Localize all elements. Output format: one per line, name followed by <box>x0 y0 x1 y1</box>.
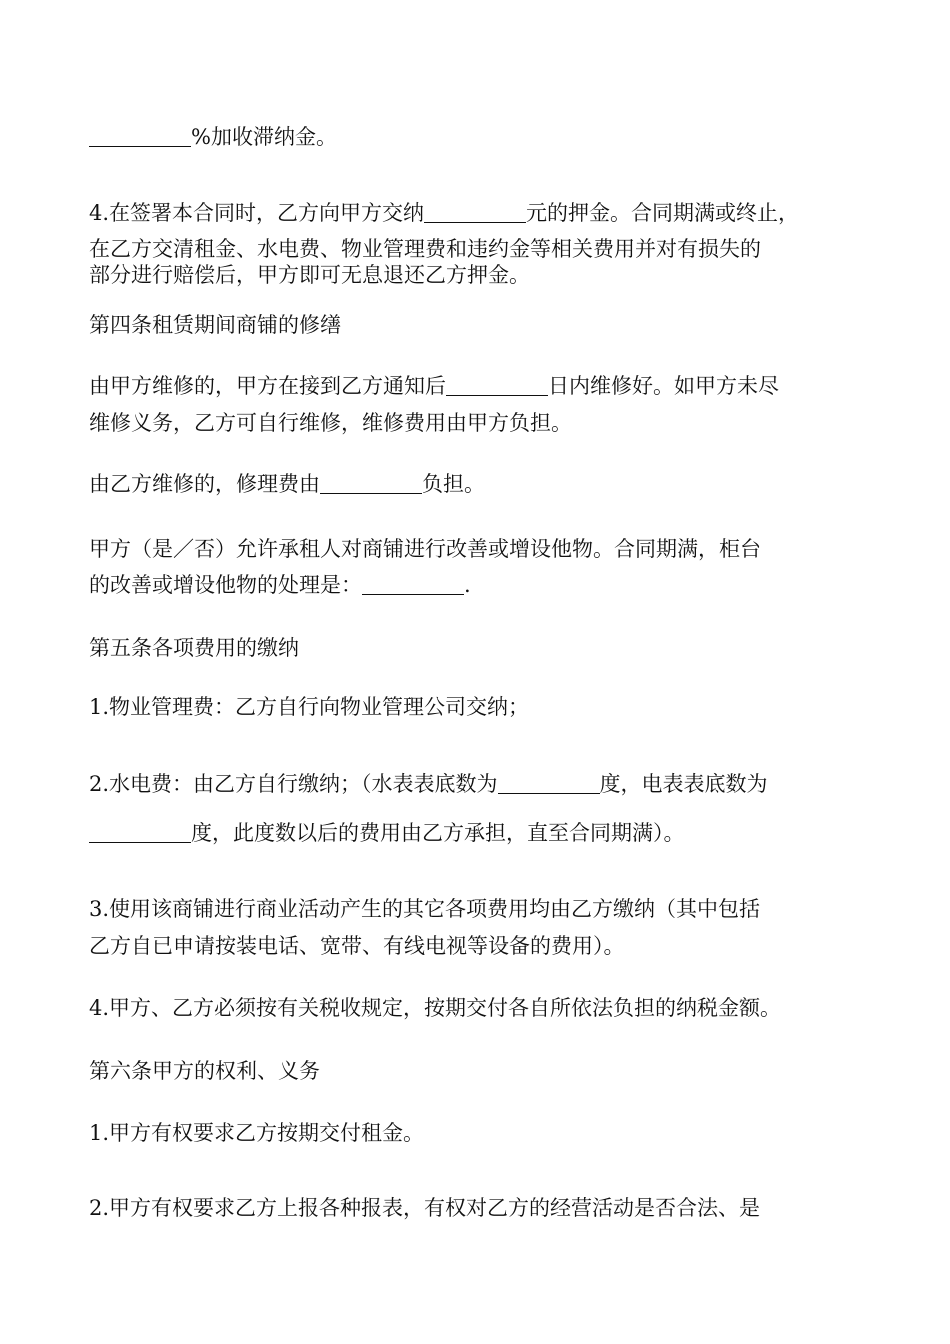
line-text: 度，电表表底数为 <box>599 772 768 796</box>
line-deposit <box>89 200 869 226</box>
section-heading-repair <box>89 312 869 338</box>
line-text: 日内维修好。如甲方未尽 <box>548 374 779 398</box>
line-text: 乙方自已申请按装电话、宽带、有线电视等设备的费用）。 <box>89 934 625 958</box>
line-landlord-repair <box>89 373 869 399</box>
heading-text: 第四条租赁期间商铺的修缮 <box>89 313 341 337</box>
line-text: 4.甲方、乙方必须按有关税收规定，按期交付各自所依法负担的纳税金额。 <box>89 996 782 1020</box>
blank-field <box>89 821 191 843</box>
line-report-right <box>89 1195 869 1221</box>
line-property-fee <box>89 694 869 720</box>
line-text: 维修义务，乙方可自行维修，维修费用由甲方负担。 <box>89 411 572 435</box>
line-text: 的改善或增设他物的处理是： <box>89 573 362 597</box>
heading-text: 第五条各项费用的缴纳 <box>89 636 299 660</box>
line-improvement-cont <box>89 572 869 598</box>
line-tax <box>89 995 869 1021</box>
line-deposit-end <box>89 262 869 288</box>
line-text: 元的押金。合同期满或终止， <box>526 201 800 225</box>
section-heading-fees <box>89 635 869 661</box>
blank-field <box>320 472 422 494</box>
line-text: %加收滞纳金。 <box>191 125 337 149</box>
line-tenant-repair <box>89 471 869 497</box>
blank-field <box>89 125 191 147</box>
line-deposit-cont <box>89 236 869 262</box>
section-heading-landlord-rights <box>89 1058 869 1084</box>
line-utility-fee-cont <box>89 820 869 846</box>
line-text: . <box>464 573 471 597</box>
line-text: 甲方（是／否）允许承租人对商铺进行改善或增设他物。合同期满，柜台 <box>89 537 761 561</box>
line-other-fees <box>89 896 869 922</box>
blank-field <box>424 201 526 223</box>
blank-field <box>446 374 548 396</box>
line-utility-fee <box>89 771 869 797</box>
line-text: 1.物业管理费：乙方自行向物业管理公司交纳； <box>89 695 530 719</box>
line-text: 由甲方维修的，甲方在接到乙方通知后 <box>89 374 446 398</box>
line-rent-right <box>89 1120 869 1146</box>
line-text: 4.在签署本合同时，乙方向甲方交纳 <box>89 201 425 225</box>
blank-field <box>498 772 600 794</box>
line-text: 部分进行赔偿后，甲方即可无息退还乙方押金。 <box>89 263 530 287</box>
line-landlord-repair-cont <box>89 410 869 436</box>
line-text: 在乙方交清租金、水电费、物业管理费和违约金等相关费用并对有损失的 <box>89 237 761 261</box>
line-text: 3.使用该商铺进行商业活动产生的其它各项费用均由乙方缴纳（其中包括 <box>89 897 761 921</box>
line-text: 由乙方维修的，修理费由 <box>89 472 320 496</box>
line-improvement <box>89 536 869 562</box>
blank-field <box>362 573 464 595</box>
line-other-fees-cont <box>89 933 869 959</box>
line-text: 2.甲方有权要求乙方上报各种报表，有权对乙方的经营活动是否合法、是 <box>89 1196 761 1220</box>
line-text: 1.甲方有权要求乙方按期交付租金。 <box>89 1121 425 1145</box>
heading-text: 第六条甲方的权利、义务 <box>89 1059 320 1083</box>
line-late-fee <box>89 124 869 150</box>
line-text: 度，此度数以后的费用由乙方承担，直至合同期满）。 <box>191 821 685 845</box>
line-text: 负担。 <box>422 472 485 496</box>
line-text: 2.水电费：由乙方自行缴纳；（水表表底数为 <box>89 772 498 796</box>
